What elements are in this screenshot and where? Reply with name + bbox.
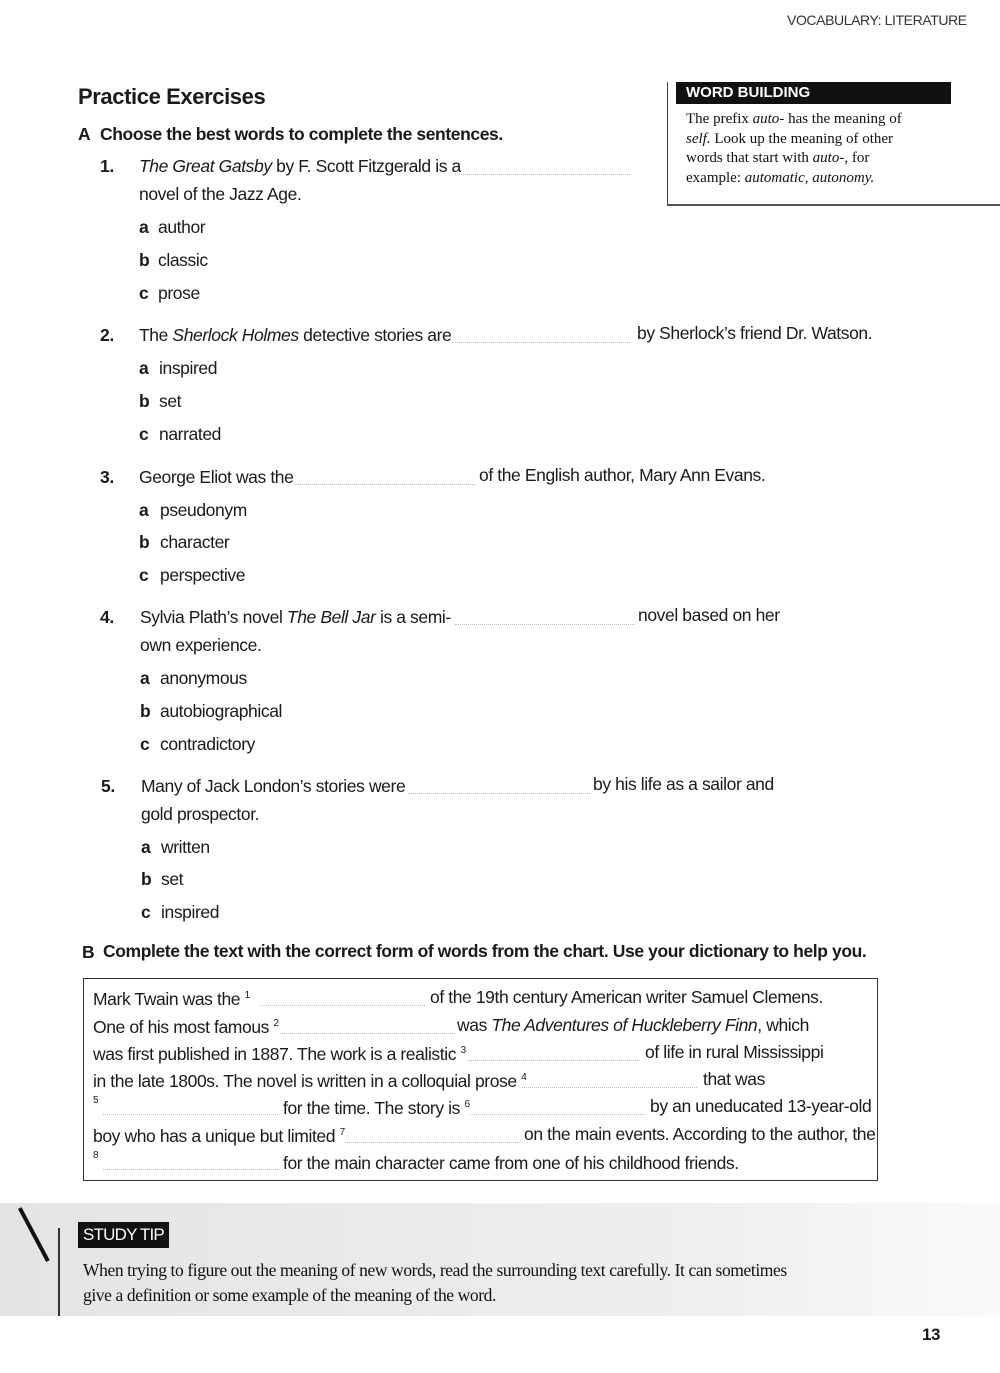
passage-text: on the main events. According to the author, the — [524, 1124, 876, 1144]
word-building-title: WORD BUILDING — [676, 82, 951, 104]
option[interactable]: contradictory — [160, 734, 255, 754]
passage-text: by an uneducated 13-year-old — [650, 1096, 872, 1116]
question-number: 2. — [100, 325, 114, 345]
answer-blank-4[interactable] — [522, 1087, 697, 1088]
study-tip-title: STUDY TIP — [78, 1222, 169, 1248]
option-letter: b — [139, 532, 150, 552]
question-number: 4. — [100, 607, 114, 627]
question-text-line2: own experience. — [140, 635, 262, 655]
answer-blank-1[interactable] — [260, 1005, 425, 1006]
option[interactable]: narrated — [159, 424, 221, 444]
exercise-a-instruction: Choose the best words to complete the sentences. — [100, 124, 503, 144]
word-building-box — [667, 82, 1000, 206]
option-letter: b — [139, 391, 150, 411]
option-letter: a — [139, 217, 149, 237]
question-text: George Eliot was the — [139, 467, 294, 487]
passage-number: 5 — [93, 1095, 99, 1107]
exercise-b-letter: B — [82, 942, 95, 962]
question-number: 3. — [100, 467, 114, 487]
question-text-after: novel based on her — [638, 605, 780, 625]
option[interactable]: classic — [158, 250, 208, 270]
option[interactable]: prose — [158, 283, 200, 303]
option[interactable]: inspired — [159, 358, 218, 378]
word-building-text: The prefix auto- has the meaning of self. Look up the meaning of other words that start with auto-, for example: automatic, autonomy. — [686, 111, 902, 186]
option-letter: b — [139, 250, 150, 270]
study-tip-box — [0, 1203, 1000, 1316]
passage-text: that was — [703, 1069, 765, 1089]
exercise-b-instruction: Complete the text with the correct form of words from the chart. Use your dictionary to help you. — [103, 941, 867, 961]
passage-text: for the main character came from one of his childhood friends. — [283, 1153, 739, 1173]
pen-icon — [18, 1207, 50, 1262]
passage-text: was The Adventures of Huckleberry Finn, which — [457, 1015, 809, 1035]
passage-text: Mark Twain was the $^1$ — [93, 989, 250, 1009]
option-letter: c — [140, 734, 150, 754]
passage-number: 8 — [93, 1150, 99, 1162]
option-letter: c — [139, 424, 149, 444]
page-title: Practice Exercises — [78, 84, 266, 109]
passage-text: for the time. The story is $^6$ — [283, 1098, 470, 1118]
option-letter: c — [139, 565, 149, 585]
question-text-line2: novel of the Jazz Age. — [139, 184, 302, 204]
divider — [58, 1228, 60, 1316]
answer-blank-7[interactable] — [345, 1142, 520, 1143]
answer-blank-2[interactable] — [280, 1033, 455, 1034]
option[interactable]: author — [158, 217, 206, 237]
answer-blank[interactable] — [455, 624, 635, 625]
answer-blank-8[interactable] — [103, 1169, 280, 1170]
option[interactable]: character — [160, 532, 230, 552]
question-number: 1. — [100, 156, 114, 176]
question-text: Many of Jack London’s stories were — [141, 776, 406, 796]
option-letter: c — [139, 283, 149, 303]
question-text: The Great Gatsby by F. Scott Fitzgerald is a — [139, 156, 461, 176]
question-text-after: by Sherlock’s friend Dr. Watson. — [637, 323, 873, 343]
passage-text: of the 19th century American writer Samuel Clemens. — [430, 987, 823, 1007]
option-letter: a — [140, 668, 150, 688]
answer-blank[interactable] — [295, 484, 475, 485]
option-letter: b — [141, 869, 152, 889]
study-tip-text: When trying to figure out the meaning of new words, read the surrounding text carefully. It can sometimes give a definition or some example of the meaning of the word. — [83, 1260, 787, 1305]
question-text-after: of the English author, Mary Ann Evans. — [479, 465, 766, 485]
option[interactable]: written — [161, 837, 210, 857]
question-text: Sylvia Plath’s novel The Bell Jar is a semi- — [140, 607, 451, 627]
option[interactable]: inspired — [161, 902, 220, 922]
option[interactable]: pseudonym — [160, 500, 247, 520]
question-text: The Sherlock Holmes detective stories are — [139, 325, 452, 345]
passage-text: One of his most famous $^2$ — [93, 1017, 279, 1037]
option[interactable]: perspective — [160, 565, 246, 585]
question-number: 5. — [101, 776, 115, 796]
option-letter: a — [141, 837, 151, 857]
passage-text: in the late 1800s. The novel is written in a colloquial prose $^4$ — [93, 1071, 527, 1091]
answer-blank-5[interactable] — [103, 1114, 280, 1115]
section-header: VOCABULARY: LITERATURE — [787, 12, 967, 28]
answer-blank[interactable] — [452, 342, 630, 343]
answer-blank[interactable] — [455, 174, 630, 175]
option[interactable]: set — [159, 391, 182, 411]
option-letter: c — [141, 902, 151, 922]
option-letter: b — [140, 701, 151, 721]
page-number: 13 — [922, 1325, 941, 1344]
question-text-after: by his life as a sailor and — [593, 774, 774, 794]
option[interactable]: set — [161, 869, 184, 889]
option[interactable]: autobiographical — [160, 701, 283, 721]
option-letter: a — [139, 358, 149, 378]
answer-blank-6[interactable] — [470, 1114, 645, 1115]
option-letter: a — [139, 500, 149, 520]
option[interactable]: anonymous — [160, 668, 247, 688]
answer-blank-3[interactable] — [468, 1060, 640, 1061]
exercise-a-letter: A — [78, 124, 91, 144]
passage-text: was first published in 1887. The work is a realistic $^3$ — [93, 1044, 466, 1064]
passage-text: of life in rural Mississippi — [645, 1042, 824, 1062]
question-text-line2: gold prospector. — [141, 804, 260, 824]
answer-blank[interactable] — [408, 793, 590, 794]
passage-text: boy who has a unique but limited $^7$ — [93, 1126, 345, 1146]
